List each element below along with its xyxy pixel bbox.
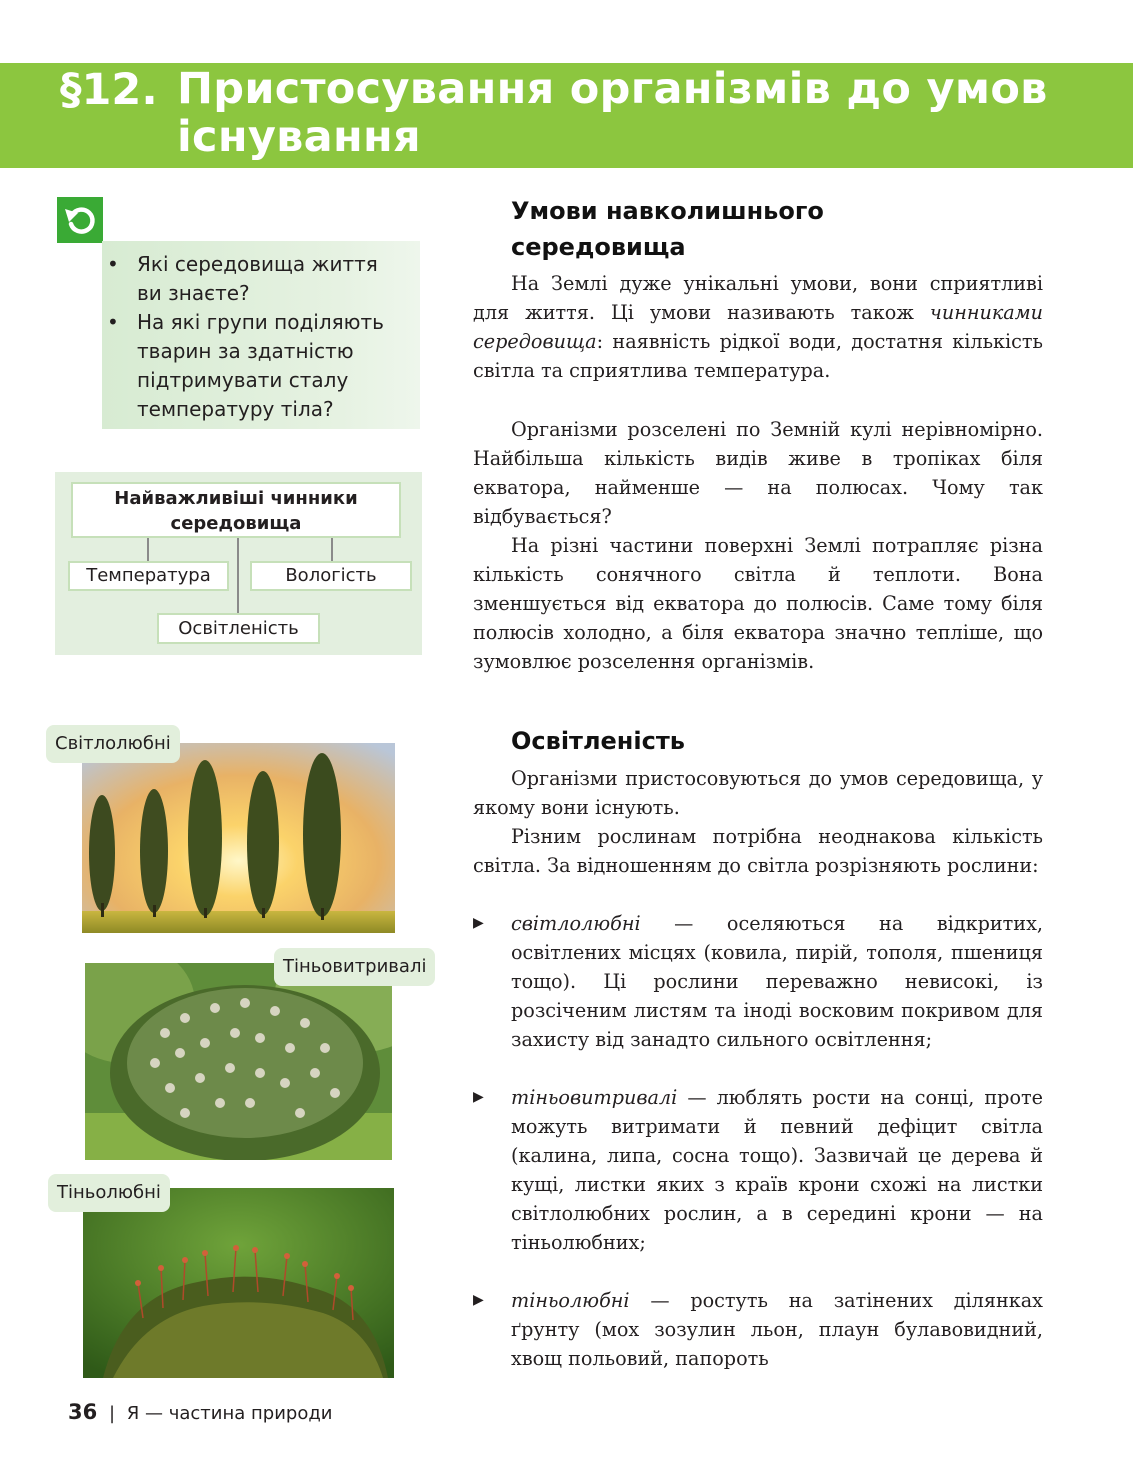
list-item-light-loving: ▶ світлолюбні — оселяються на відкритих, освітлених місцях (ковила, пирій, тополя, пшениця тощо). Ці рослини переважно невисокі, із розсіченим листям та іноді восковим покривом для захисту від занадто сильного освітлення;	[473, 912, 1043, 1051]
paragraph-3: На різні частини поверхні Землі потрапляє різна кількість сонячного світла й теплоти. Вона зменшується від екватора до полюсів. Саме тому біля полюсів холодно, а біля екватора значно тепліше, що зумовлює розселення організмів.	[473, 534, 1043, 673]
paragraph-5: Різним рослинам потрібна неоднакова кількість світла. За відношенням до світла розрізняють рослини:	[473, 825, 1043, 877]
list-item-shade-loving: ▶ тіньолюбні — ростуть на затінених ділянках ґрунту (мох зозулин льон, плаун булавовидний, хвощ польовий, папороть	[473, 1289, 1043, 1370]
label-light-loving: Світлолюбні	[46, 725, 180, 763]
footer-book-title: Я — частина природи	[126, 1403, 333, 1424]
heading-light: Освітленість	[511, 727, 685, 755]
section-header	[0, 63, 1133, 168]
question-item: • Які середовища життя ви знаєте?	[107, 252, 378, 305]
diagram-title: Найважливіші чинники середовища	[71, 482, 401, 538]
page-footer	[68, 1400, 332, 1424]
question-item: • На які групи поділяють тварин за здатністю підтримувати сталу температуру тіла?	[107, 310, 384, 421]
paragraph-2: Організми розселені по Земній кулі нерівномірно. Найбільша кількість видів живе в тропіках біля екватора, найменше — на полюсах. Чому так відбувається?	[473, 418, 1043, 528]
photo-shade-loving-moss	[83, 1188, 394, 1378]
heading-environment-conditions: Умови навколишнього середовища	[511, 197, 824, 261]
paragraph-1: На Землі дуже унікальні умови, вони сприятливі для життя. Ці умови називають також чинниками середовища: наявність рідкої води, достатня кількість світла та сприятлива температура.	[473, 272, 1043, 382]
recall-questions	[102, 241, 420, 429]
photo-shade-tolerant-shrub	[85, 963, 392, 1160]
footer-separator: |	[108, 1403, 116, 1424]
section-title: Пристосування організмів до умов існування	[177, 64, 1048, 162]
diagram-node-light: Освітленість	[157, 613, 320, 644]
list-item-shade-tolerant: ▶ тіньовитривалі — люблять рости на сонці, проте можуть витримати й певний дефіцит світла (калина, липа, сосна тощо). Зазвичай це дерева й кущі, листки яких з країв крони схожі на листки світлолюбних рослин, а в середині крони — на тіньолюбних;	[473, 1086, 1043, 1254]
paragraph-4: Організми пристосовуються до умов середовища, у якому вони існують.	[473, 767, 1043, 819]
diagram-node-temperature: Температура	[68, 561, 229, 591]
label-shade-loving: Тіньолюбні	[48, 1174, 170, 1212]
label-shade-tolerant: Тіньовитривалі	[274, 948, 435, 986]
photo-light-loving-trees	[82, 743, 395, 933]
recall-arrow-icon	[57, 197, 103, 243]
diagram-node-humidity: Вологість	[250, 561, 412, 591]
section-number: §12.	[60, 65, 158, 115]
factors-diagram	[55, 472, 422, 655]
page-number: 36	[68, 1400, 98, 1424]
